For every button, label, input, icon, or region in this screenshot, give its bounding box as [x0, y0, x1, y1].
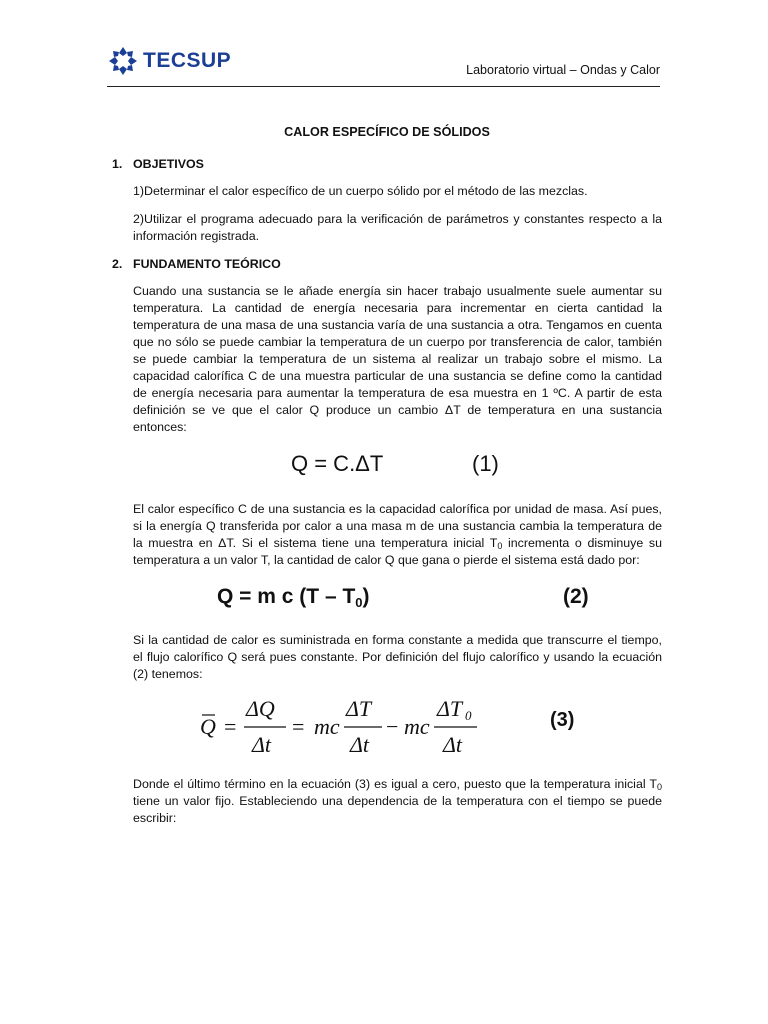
header-logo [107, 44, 231, 78]
equation-3 [112, 694, 662, 764]
eq3-den-3: Δt [443, 732, 463, 757]
eq3-num-3-sub: 0 [465, 708, 472, 723]
section-title: FUNDAMENTO TEÓRICO [133, 257, 281, 271]
section-number: 1. [112, 157, 123, 171]
eq3-den-1: Δt [252, 732, 272, 757]
equation-3-number: (3) [550, 709, 575, 731]
eq3-minus: − [386, 714, 399, 739]
eq3-equals: = [292, 714, 305, 739]
section-title: OBJETIVOS [133, 157, 204, 171]
text-span: El calor específico C de una sustancia es la capacidad calorífica por unidad de masa. Así pues, si la energía Q transferida por calor a una masa m de una sustancia cambia la temperatura de la muestra en ΔT. Si el sistema tiene una temperatura inicial T [133, 502, 662, 550]
eq3-mc-1: mc [314, 714, 340, 739]
paragraph-intro: Cuando una sustancia se le añade energía sin hacer trabajo usualmente suele aumentar su temperatura. La cantidad de energía necesaria para incrementar en cierta cantidad la temperatura de una masa de una sustancia varía de una sustancia a otra. Tengamos en cuenta que no sólo se puede cambiar la temperatura de un cuerpo por transferencia de calor, también se puede cambiar la temperatura de un sistema al realizar un trabajo sobre el mismo. La capacidad calorífica C de una muestra particular de una sustancia se define como la cantidad de energía necesaria para aumentar la temperatura de esa muestra en 1 ºC. A partir de esta definición se ve que el calor Q produce un cambio ΔT de temperatura en una sustancia entonces: [133, 284, 662, 434]
equation-1 [112, 447, 662, 493]
eq3-num-2: ΔT [346, 696, 372, 721]
document-body [112, 124, 662, 838]
equation-1-formula: Q = C.ΔT [291, 451, 384, 476]
text-span: Q = m c (T – T [217, 585, 356, 608]
brand-name: TECSUP [143, 49, 232, 72]
paragraph-heat-flow: Si la cantidad de calor es suministrada en forma constante a medida que transcurre el tiempo, el flujo calorífico Q será pues constante. Por definición del flujo calorífico y usando la ecuación (2) tenemos: [133, 633, 662, 681]
equation-1-number: (1) [472, 451, 499, 476]
section-heading-objetivos [112, 156, 662, 173]
paragraph-conclusion [133, 776, 662, 827]
text-span: tiene un valor fijo. Estableciendo una dependencia de la temperatura con el tiempo se puede escribir: [133, 794, 662, 825]
equation-3-formula [182, 694, 482, 760]
header-course-title: Laboratorio virtual – Ondas y Calor [466, 63, 660, 77]
equation-2 [112, 580, 662, 620]
tecsup-logo-icon [107, 45, 139, 77]
eq3-equals: = [224, 714, 237, 739]
eq3-num-1: ΔQ [246, 696, 275, 721]
eq3-den-2: Δt [350, 732, 370, 757]
subscript: 0 [497, 541, 503, 551]
equation-2-formula [217, 585, 370, 610]
text-span: ) [362, 585, 370, 608]
paragraph-specific-heat [133, 501, 662, 569]
eq3-num-3: ΔT [437, 696, 463, 721]
subscript: 0 [656, 782, 662, 792]
objective-1: 1)Determinar el calor específico de un cuerpo sólido por el método de las mezclas. [133, 184, 588, 198]
text-span: Donde el último término en la ecuación (3) es igual a cero, puesto que la temperatura inicial T [133, 777, 657, 791]
eq3-mc-2: mc [404, 714, 430, 739]
text-span: incrementa o disminuye su temperatura a un valor T, la cantidad de calor Q que gana o pierde el sistema está dado por: [133, 536, 662, 567]
eq3-lhs: Q [200, 714, 216, 739]
equation-2-number: (2) [563, 585, 589, 608]
objective-2: 2)Utilizar el programa adecuado para la verificación de parámetros y constantes respecto a la información registrada. [133, 212, 662, 243]
subscript: 0 [355, 595, 363, 610]
section-heading-fundamento [112, 256, 662, 273]
document-title: CALOR ESPECÍFICO DE SÓLIDOS [284, 125, 490, 139]
header-divider [107, 86, 660, 87]
section-number: 2. [112, 257, 123, 271]
